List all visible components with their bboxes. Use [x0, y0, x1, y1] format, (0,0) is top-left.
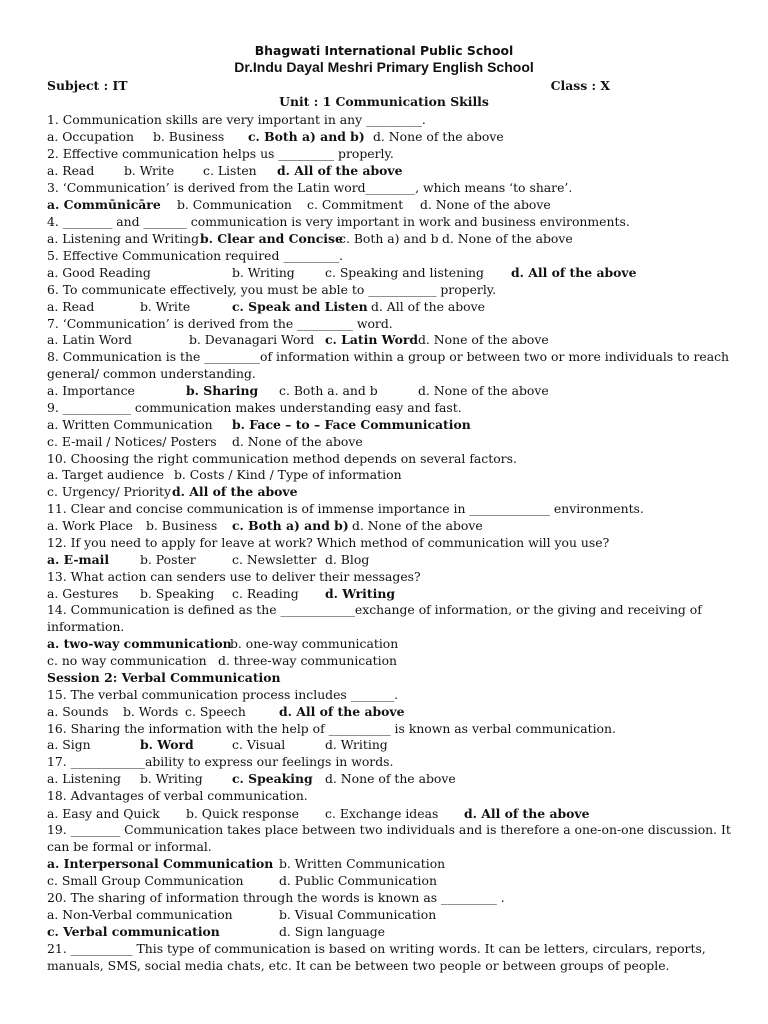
option-a-answer: a. two-way communication: [47, 636, 232, 651]
option-b: b. one-way communication: [230, 636, 399, 651]
question-7: 7. ‘Communication’ is derived from the _________ word.: [47, 316, 393, 331]
option-b: b. Devanagari Word: [189, 332, 315, 347]
option-d: d. Blog: [325, 552, 370, 567]
option-d: d. None of the above: [325, 771, 456, 786]
option-b: b. Speaking: [140, 586, 215, 601]
option-a: a. Listening and Writing: [47, 231, 200, 246]
option-d: d. None of the above: [373, 129, 504, 144]
question-8: 8. Communication is the _________of information within a group or between two or more individuals to reach: [47, 349, 730, 364]
option-d: d. None of the above: [418, 332, 549, 347]
question-15: 15. The verbal communication process includes _______.: [47, 687, 399, 702]
option-b: b. Write: [124, 163, 175, 178]
subject-label: Subject : IT: [47, 78, 128, 93]
option-d-answer: d. Writing: [325, 586, 395, 601]
option-d-answer: d. All of the above: [277, 163, 403, 178]
option-a: a. Listening: [47, 771, 121, 786]
option-c: c. Commitment: [307, 197, 404, 212]
option-d-answer: d. All of the above: [464, 806, 590, 821]
option-c: c. Urgency/ Priority: [47, 484, 172, 499]
option-a: a. Good Reading: [47, 265, 151, 280]
question-21-cont: manuals, SMS, social media chats, etc. It can be between two people or between groups of people.: [47, 958, 670, 973]
question-17: 17. ____________ability to express our feelings in words.: [47, 754, 394, 769]
option-b: b. Writing: [140, 771, 203, 786]
question-4: 4. ________ and _______ communication is very important in work and business environments.: [47, 214, 630, 229]
question-20: 20. The sharing of information through the words is known as _________ .: [47, 890, 505, 905]
option-d-answer: d. All of the above: [279, 704, 405, 719]
option-d: d. None of the above: [420, 197, 551, 212]
option-c-answer: c. Verbal communication: [47, 924, 220, 939]
option-c: c. Speaking and listening: [325, 265, 484, 280]
question-6: 6. To communicate effectively, you must be able to ___________ properly.: [47, 282, 497, 297]
option-a: a. Importance: [47, 383, 135, 398]
question-3: 3. ‘Communication’ is derived from the Latin word________, which means ‘to share’.: [47, 180, 573, 195]
option-d: d. Public Communication: [279, 873, 437, 888]
question-12: 12. If you need to apply for leave at work? Which method of communication will you use?: [47, 535, 610, 550]
option-a: a. Easy and Quick: [47, 806, 160, 821]
option-b-answer: b. Word: [140, 737, 194, 752]
question-18: 18. Advantages of verbal communication.: [47, 788, 308, 803]
question-11: 11. Clear and concise communication is of immense importance in _____________ environments.: [47, 501, 644, 516]
option-c-answer: c. Speaking: [232, 771, 313, 786]
option-c: c. Newsletter: [232, 552, 317, 567]
question-2: 2. Effective communication helps us _________ properly.: [47, 146, 394, 161]
option-c: c. Both a. and b: [279, 383, 378, 398]
option-c: c. Listen: [203, 163, 257, 178]
option-a-answer: a. Commūnicāre: [47, 197, 161, 212]
option-b-answer: b. Face – to – Face Communication: [232, 417, 471, 432]
question-19-cont: can be formal or informal.: [47, 839, 212, 854]
option-a: a. Work Place: [47, 518, 133, 533]
option-c-answer: c. Both a) and b): [232, 518, 349, 533]
option-b: b. Writing: [232, 265, 295, 280]
option-b: b. Poster: [140, 552, 196, 567]
option-c: c. Small Group Communication: [47, 873, 244, 888]
question-10: 10. Choosing the right communication method depends on several factors.: [47, 451, 517, 466]
question-21: 21. __________ This type of communication is based on writing words. It can be letters, circulars, reports,: [47, 941, 706, 956]
option-a: a. Gestures: [47, 586, 119, 601]
question-14-cont: information.: [47, 619, 125, 634]
option-b: b. Quick response: [186, 806, 299, 821]
option-d: d. None of the above: [418, 383, 549, 398]
question-8-cont: general/ common understanding.: [47, 366, 256, 381]
option-b: b. Costs / Kind / Type of information: [174, 467, 402, 482]
school-name: Bhagwati International Public School: [254, 43, 514, 58]
option-d-answer: d. All of the above: [511, 265, 637, 280]
option-d: d. None of the above: [442, 231, 573, 246]
option-b: b. Words: [123, 704, 179, 719]
option-d: d. All of the above: [371, 299, 485, 314]
question-14: 14. Communication is defined as the ____________exchange of information, or the giving and receiving of: [47, 602, 702, 617]
option-a: a. Read: [47, 299, 95, 314]
option-d: d. Sign language: [279, 924, 386, 939]
option-b: b. Business: [153, 129, 225, 144]
option-a: a. Sounds: [47, 704, 109, 719]
option-c: c. Reading: [232, 586, 299, 601]
option-d-answer: d. All of the above: [172, 484, 298, 499]
session-heading: Session 2: Verbal Communication: [47, 670, 281, 685]
question-19: 19. ________ Communication takes place between two individuals and is therefore a one-on-one discussion. It: [47, 822, 731, 837]
option-b-answer: b. Clear and Concise: [200, 231, 343, 246]
option-a: a. Target audience: [47, 467, 164, 482]
option-c: c. Visual: [232, 737, 286, 752]
option-a: a. Sign: [47, 737, 91, 752]
option-a: a. Non-Verbal communication: [47, 907, 233, 922]
option-c: c. Speech: [185, 704, 246, 719]
option-d: d. Writing: [325, 737, 388, 752]
option-a: a. Written Communication: [47, 417, 213, 432]
question-1: 1. Communication skills are very important in any _________.: [47, 112, 426, 127]
school-name-2: Dr.Indu Dayal Meshri Primary English School: [234, 59, 534, 75]
question-9: 9. ___________ communication makes understanding easy and fast.: [47, 400, 462, 415]
question-13: 13. What action can senders use to deliver their messages?: [47, 569, 421, 584]
class-label: Class : X: [550, 78, 610, 93]
option-c: c. Exchange ideas: [325, 806, 439, 821]
option-a: a. Latin Word: [47, 332, 132, 347]
question-16: 16. Sharing the information with the help of __________ is known as verbal communication.: [47, 721, 616, 736]
option-c: c. Both a) and b: [339, 231, 439, 246]
option-b-answer: b. Sharing: [186, 383, 259, 398]
option-a-answer: a. E-mail: [47, 552, 110, 567]
option-d: d. None of the above: [352, 518, 483, 533]
option-d: d. three-way communication: [218, 653, 398, 668]
option-b: b. Visual Communication: [279, 907, 437, 922]
option-b: b. Business: [146, 518, 218, 533]
option-b: b. Write: [140, 299, 191, 314]
option-c: c. no way communication: [47, 653, 207, 668]
option-c: c. E-mail / Notices/ Posters: [47, 434, 217, 449]
option-c-answer: c. Speak and Listen: [232, 299, 368, 314]
option-c-answer: c. Both a) and b): [248, 129, 365, 144]
option-a: a. Occupation: [47, 129, 134, 144]
option-b: b. Written Communication: [279, 856, 446, 871]
unit-title: Unit : 1 Communication Skills: [279, 94, 489, 109]
option-c-answer: c. Latin Word: [325, 332, 419, 347]
option-b: b. Communication: [177, 197, 292, 212]
question-5: 5. Effective Communication required _________.: [47, 248, 344, 263]
option-d: d. None of the above: [232, 434, 363, 449]
option-a-answer: a. Interpersonal Communication: [47, 856, 274, 871]
option-a: a. Read: [47, 163, 95, 178]
